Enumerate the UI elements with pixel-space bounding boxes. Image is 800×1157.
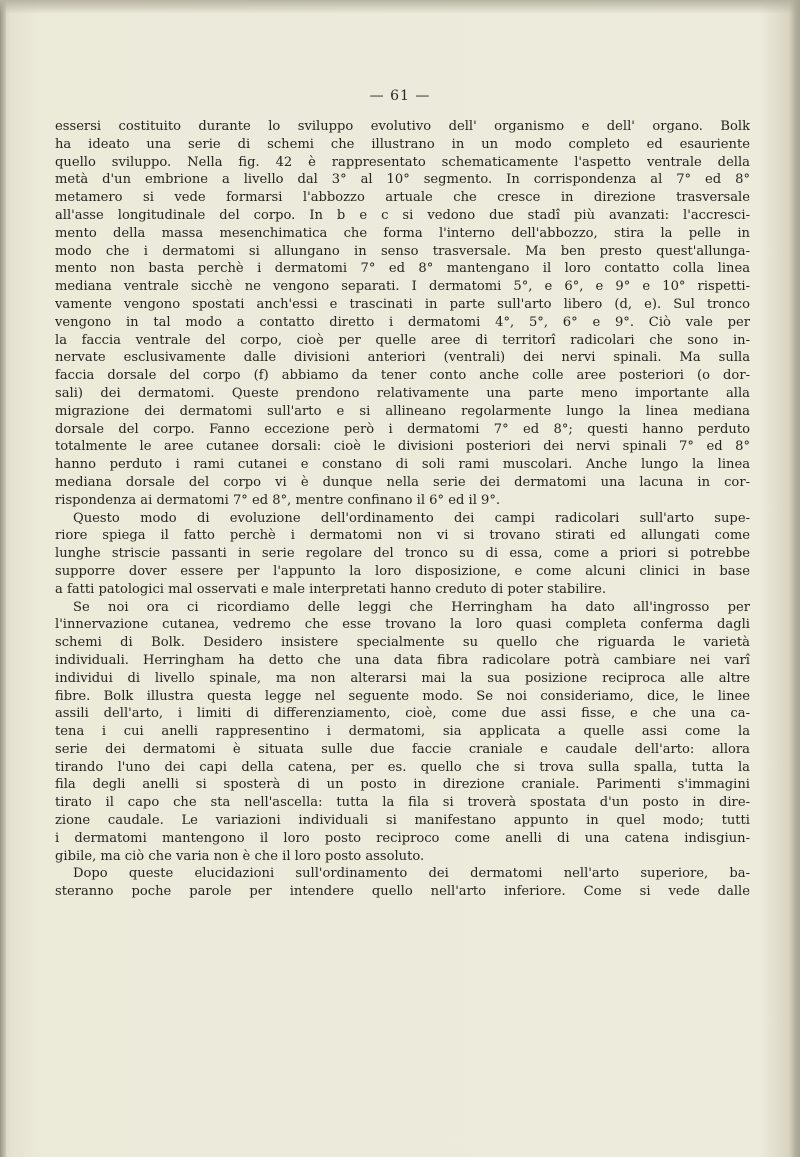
text-line: a fatti patologici mal osservati e male interpretati hanno creduto di poter stabilire.: [55, 581, 607, 597]
text-line: l'innervazione cutanea, vedremo che esse trovano la loro quasi completa conferma dagli: [55, 617, 750, 633]
text-line: mento non basta perchè i dermatomi 7° ed 8° mantengano il loro contatto colla linea: [55, 261, 750, 277]
text-line: modo che i dermatomi si allungano in senso trasversale. Ma ben presto quest'allunga-: [55, 243, 750, 259]
text-line: mediana ventrale sicchè ne vengono separati. I dermatomi 5°, e 6°, e 9° e 10° rispetti-: [55, 279, 750, 295]
text-line: serie dei dermatomi è situata sulle due faccie craniale e caudale dell'arto: allora: [55, 741, 750, 757]
text-line: faccia dorsale del corpo (f) abbiamo da tener conto anche colle aree posteriori (o dor-: [55, 368, 750, 384]
text-line: tirando l'uno dei capi della catena, per es. quello che si trova sulla spalla, tutta la: [55, 759, 750, 775]
page-spine-shadow: [0, 0, 6, 1157]
text-line: fibre. Bolk illustra questa legge nel seguente modo. Se noi consideriamo, dice, le linee: [55, 688, 750, 704]
body-text: [55, 118, 750, 901]
text-line: rispondenza ai dermatomi 7° ed 8°, mentre confinano il 6° ed il 9°.: [55, 492, 501, 508]
text-line: metà d'un embrione a livello dal 3° al 10° segmento. In corrispondenza al 7° ed 8°: [55, 172, 750, 188]
text-line: metamero si vede formarsi l'abbozzo artuale che cresce in direzione trasversale: [55, 190, 750, 206]
text-line: dorsale del corpo. Fanno eccezione però i dermatomi 7° ed 8°; questi hanno perduto: [55, 421, 750, 437]
page-number: — 61 —: [369, 88, 431, 104]
text-line: essersi costituito durante lo sviluppo evolutivo dell' organismo e dell' organo. Bolk: [55, 119, 750, 134]
text-line: Questo modo di evoluzione dell'ordinamento dei campi radicolari sull'arto supe-: [73, 510, 750, 526]
text-line: assili dell'arto, i limiti di differenziamento, cioè, come due assi fisse, e che una ca-: [55, 706, 750, 722]
text-line: individuali. Herringham ha detto che una data fibra radicolare potrà cambiare nei varî: [55, 652, 750, 668]
text-line: fila degli anelli si sposterà di un posto in direzione craniale. Parimenti s'immagini: [55, 777, 750, 793]
text-line: quello sviluppo. Nella fig. 42 è rappresentato schematicamente l'aspetto ventrale della: [55, 154, 750, 170]
text-line: nervate esclusivamente dalle divisioni anteriori (ventrali) dei nervi spinali. Ma sulla: [55, 350, 750, 366]
text-line: mento della massa mesenchimatica che forma l'interno dell'abbozzo, stira la pelle in: [55, 225, 750, 241]
page-top-shadow: [0, 0, 800, 14]
text-line: all'asse longitudinale del corpo. In b e c si vedono due stadî più avanzati: l'accresci-: [55, 207, 750, 223]
text-line: ha ideato una serie di schemi che illustrano in un modo completo ed esauriente: [55, 136, 750, 152]
text-line: i dermatomi mantengono il loro posto reciproco come anelli di una catena indisgiun-: [55, 830, 750, 846]
text-line: schemi di Bolk. Desidero insistere specialmente su quello che riguarda le varietà: [55, 635, 750, 651]
text-line: individui di livello spinale, ma non alterarsi mai la sua posizione reciproca alle altre: [55, 670, 750, 686]
text-line: tirato il capo che sta nell'ascella: tutta la fila si troverà spostata d'un posto in dire-: [55, 795, 750, 811]
text-line: migrazione dei dermatomi sull'arto e si allineano regolarmente lungo la linea mediana: [55, 403, 750, 419]
text-line: sali) dei dermatomi. Queste prendono relativamente una parte meno importante alla: [55, 385, 750, 401]
text-line: supporre dover essere per l'appunto la loro disposizione, e come alcuni clinici in base: [55, 563, 750, 579]
text-line: la faccia ventrale del corpo, cioè per quelle aree di territorî radicolari che sono in-: [55, 332, 750, 348]
text-line: steranno poche parole per intendere quello nell'arto inferiore. Come si vede dalle: [55, 884, 750, 900]
text-line: totalmente le aree cutanee dorsali: cioè le divisioni posteriori dei nervi spinali 7° ed 8°: [55, 439, 750, 455]
text-line: riore spiega il fatto perchè i dermatomi non vi si trovano stirati ed allungati come: [55, 528, 750, 544]
text-line: mediana dorsale del corpo vi è dunque nella serie dei dermatomi una lacuna in cor-: [55, 474, 750, 490]
text-line: zione caudale. Le variazioni individuali si manifestano appunto in quel modo; tutti: [55, 813, 750, 829]
text-line: gibile, ma ciò che varia non è che il loro posto assoluto.: [55, 848, 425, 864]
text-line: hanno perduto i rami cutanei e constano di soli rami muscolari. Anche lungo la linea: [55, 457, 750, 473]
text-line: Se noi ora ci ricordiamo delle leggi che Herringham ha dato all'ingrosso per: [73, 599, 750, 615]
page-edge: [790, 0, 800, 1157]
text-line: lunghe striscie passanti in serie regolare del tronco su di essa, come a priori si potrebbe: [55, 546, 750, 562]
text-line: Dopo queste elucidazioni sull'ordinamento dei dermatomi nell'arto superiore, ba-: [73, 866, 750, 882]
text-line: vamente vengono spostati anch'essi e trascinati in parte sull'arto libero (d, e). Sul tronco: [55, 296, 750, 312]
text-line: vengono in tal modo a contatto diretto i dermatomi 4°, 5°, 6° e 9°. Ciò vale per: [55, 314, 750, 330]
text-line: tena i cui anelli rappresentino i dermatomi, sia applicata a quelle assi come la: [55, 724, 750, 740]
